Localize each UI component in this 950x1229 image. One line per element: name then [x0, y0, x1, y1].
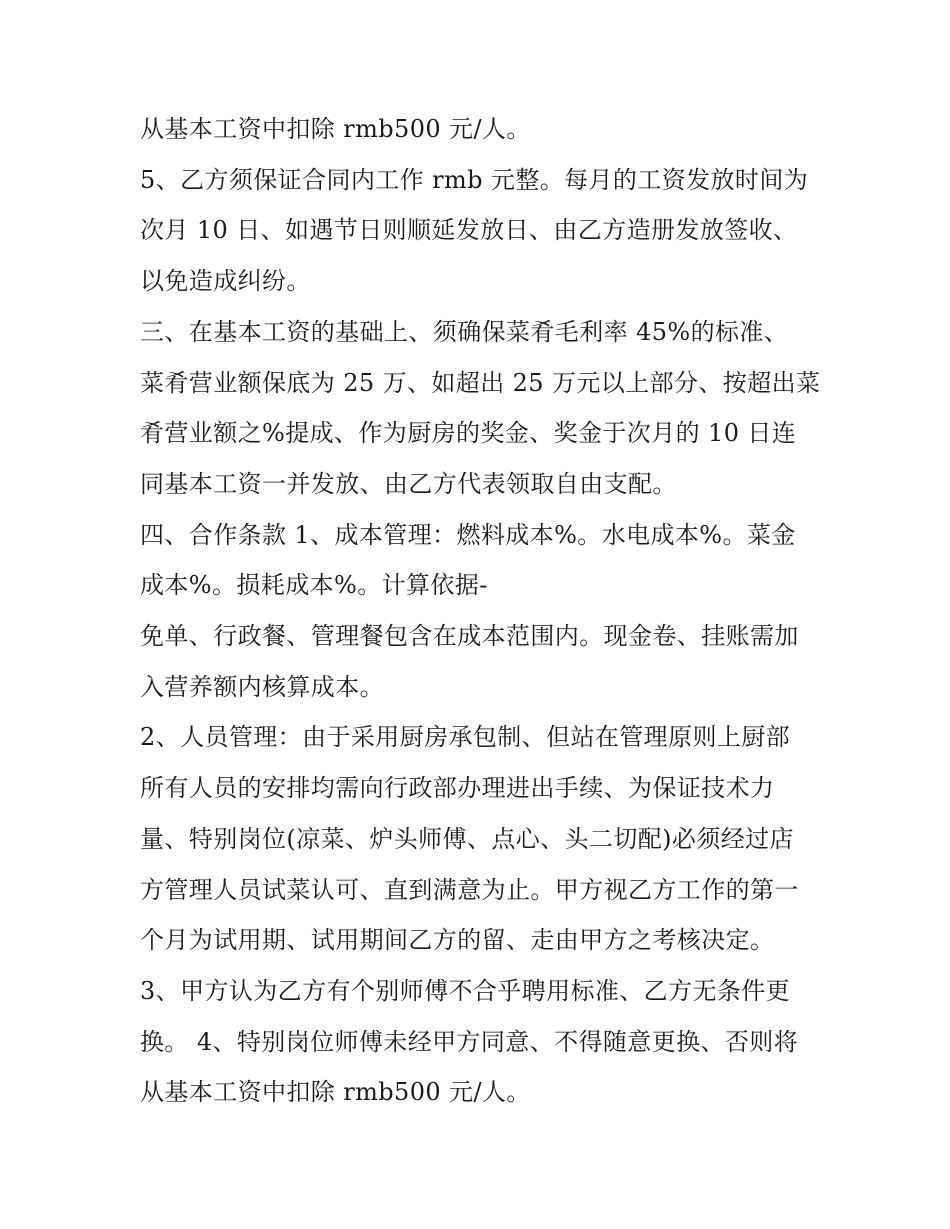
text-line: 四、合作条款 1、成本管理：燃料成本%。水电成本%。菜金 — [140, 520, 796, 549]
document-body — [140, 104, 820, 1118]
text-line: 3、甲方认为乙方有个别师傅不合乎聘用标准、乙方无条件更 — [140, 976, 791, 1005]
text-line: 所有人员的安排均需向行政部办理进出手续、为保证技术力 — [140, 774, 775, 803]
text-line: 三、在基本工资的基础上、须确保菜肴毛利率 45%的标准、 — [140, 317, 789, 346]
text-line: 方管理人员试菜认可、直到满意为止。甲方视乙方工作的第一 — [140, 875, 799, 904]
text-line: 肴营业额之%提成、作为厨房的奖金、奖金于次月的 10 日连 — [140, 419, 797, 448]
text-line: 入营养额内核算成本。 — [140, 672, 384, 701]
text-line: 菜肴营业额保底为 25 万、如超出 25 万元以上部分、按超出菜 — [140, 368, 821, 397]
text-line: 同基本工资一并发放、由乙方代表领取自由支配。 — [140, 469, 677, 498]
text-line: 2、人员管理：由于采用厨房承包制、但站在管理原则上厨部 — [140, 723, 791, 752]
text-line: 换。 4、特别岗位师傅未经甲方同意、不得随意更换、否则将 — [140, 1027, 799, 1056]
text-line: 免单、行政餐、管理餐包含在成本范围内。现金卷、挂账需加 — [140, 622, 799, 651]
text-line: 从基本工资中扣除 rmb500 元/人。 — [140, 115, 531, 143]
text-line: 个月为试用期、试用期间乙方的留、走由甲方之考核决定。 — [140, 926, 775, 955]
text-line: 5、乙方须保证合同内工作 rmb 元整。每月的工资发放时间为 — [140, 165, 809, 194]
text-line: 量、特别岗位(凉菜、炉头师傅、点心、头二切配)必须经过店 — [140, 824, 794, 853]
text-line: 以免造成纠纷。 — [140, 267, 311, 296]
text-line: 成本%。损耗成本%。计算依据- — [140, 571, 488, 600]
text-line: 次月 10 日、如遇节日则顺延发放日、由乙方造册发放签收、 — [140, 216, 798, 245]
text-line: 从基本工资中扣除 rmb500 元/人。 — [140, 1078, 531, 1107]
